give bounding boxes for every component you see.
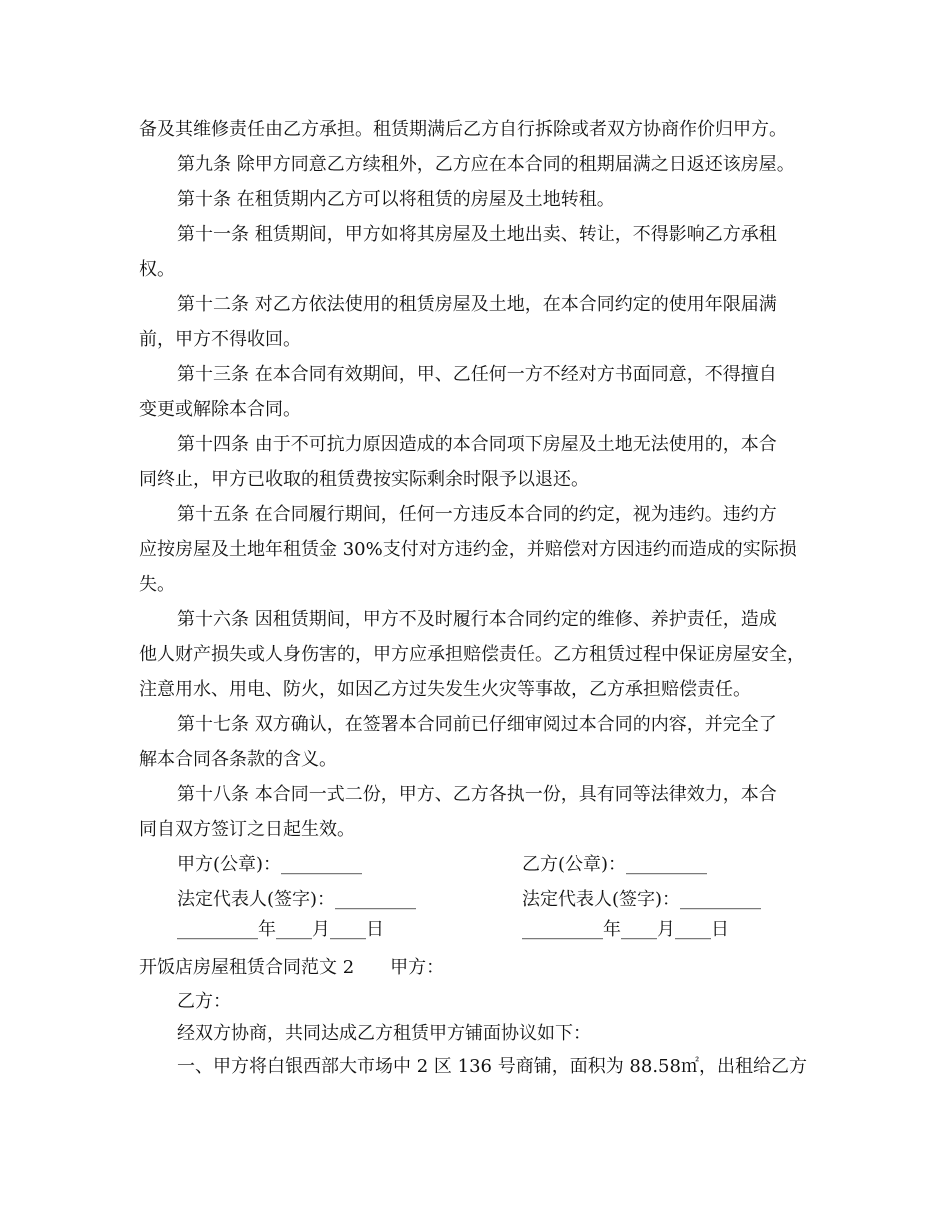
text-line: 应按房屋及土地年租赁金 30%支付对方违约金，并赔偿对方因违约而造成的实际损 <box>139 539 797 560</box>
party-b-line: 乙方： <box>177 991 231 1012</box>
clause-14: 第十四条 由于不可抗力原因造成的本合同项下房屋及土地无法使用的，本合 <box>177 434 777 455</box>
text-line: 备及其维修责任由乙方承担。租赁期满后乙方自行拆除或者双方协商作价归甲方。 <box>139 119 787 140</box>
text-line: 前，甲方不得收回。 <box>139 329 301 350</box>
text-line: 他人财产损失或人身伤害的，甲方应承担赔偿责任。乙方租赁过程中保证房屋安全， <box>139 644 805 665</box>
text-line: 失。 <box>139 574 175 595</box>
clause-10: 第十条 在租赁期内乙方可以将租赁的房屋及土地转租。 <box>177 189 615 210</box>
party-b-seal: 乙方(公章)：_________ <box>522 854 708 875</box>
party-b-date: _________年____月____日 <box>522 919 729 940</box>
clause-13: 第十三条 在本合同有效期间，甲、乙任何一方不经对方书面同意，不得擅自 <box>177 364 777 385</box>
party-a-seal: 甲方(公章)：_________ <box>177 854 363 875</box>
clause-11: 第十一条 租赁期间，甲方如将其房屋及土地出卖、转让，不得影响乙方承租 <box>177 224 777 245</box>
item-1: 一、甲方将白银西部大市场中 2 区 136 号商铺，面积为 88.58㎡，出租给乙方 <box>177 1056 807 1077</box>
text-line: 变更或解除本合同。 <box>139 399 301 420</box>
clause-18: 第十八条 本合同一式二份，甲方、乙方各执一份，具有同等法律效力，本合 <box>177 784 777 805</box>
text-line: 注意用水、用电、防火，如因乙方过失发生火灾等事故，乙方承担赔偿责任。 <box>139 679 751 700</box>
text-line: 解本合同各条款的含义。 <box>139 749 337 770</box>
section-heading: 开饭店房屋租赁合同范文 2 甲方： <box>139 957 445 978</box>
clause-12: 第十二条 对乙方依法使用的租赁房屋及土地，在本合同约定的使用年限届满 <box>177 294 777 315</box>
agreement-intro: 经双方协商，共同达成乙方租赁甲方铺面协议如下： <box>177 1023 591 1044</box>
text-line: 权。 <box>139 259 175 280</box>
party-a-representative: 法定代表人(签字)：_________ <box>177 889 417 910</box>
party-a-date: _________年____月____日 <box>177 919 384 940</box>
party-b-representative: 法定代表人(签字)：_________ <box>522 889 762 910</box>
clause-9: 第九条 除甲方同意乙方续租外，乙方应在本合同的租期届满之日返还该房屋。 <box>177 154 795 175</box>
clause-15: 第十五条 在合同履行期间，任何一方违反本合同的约定，视为违约。违约方 <box>177 504 777 525</box>
clause-16: 第十六条 因租赁期间，甲方不及时履行本合同约定的维修、养护责任，造成 <box>177 609 777 630</box>
text-line: 同终止，甲方已收取的租赁费按实际剩余时限予以退还。 <box>139 469 589 490</box>
clause-17: 第十七条 双方确认，在签署本合同前已仔细审阅过本合同的内容，并完全了 <box>177 714 777 735</box>
text-line: 同自双方签订之日起生效。 <box>139 819 355 840</box>
